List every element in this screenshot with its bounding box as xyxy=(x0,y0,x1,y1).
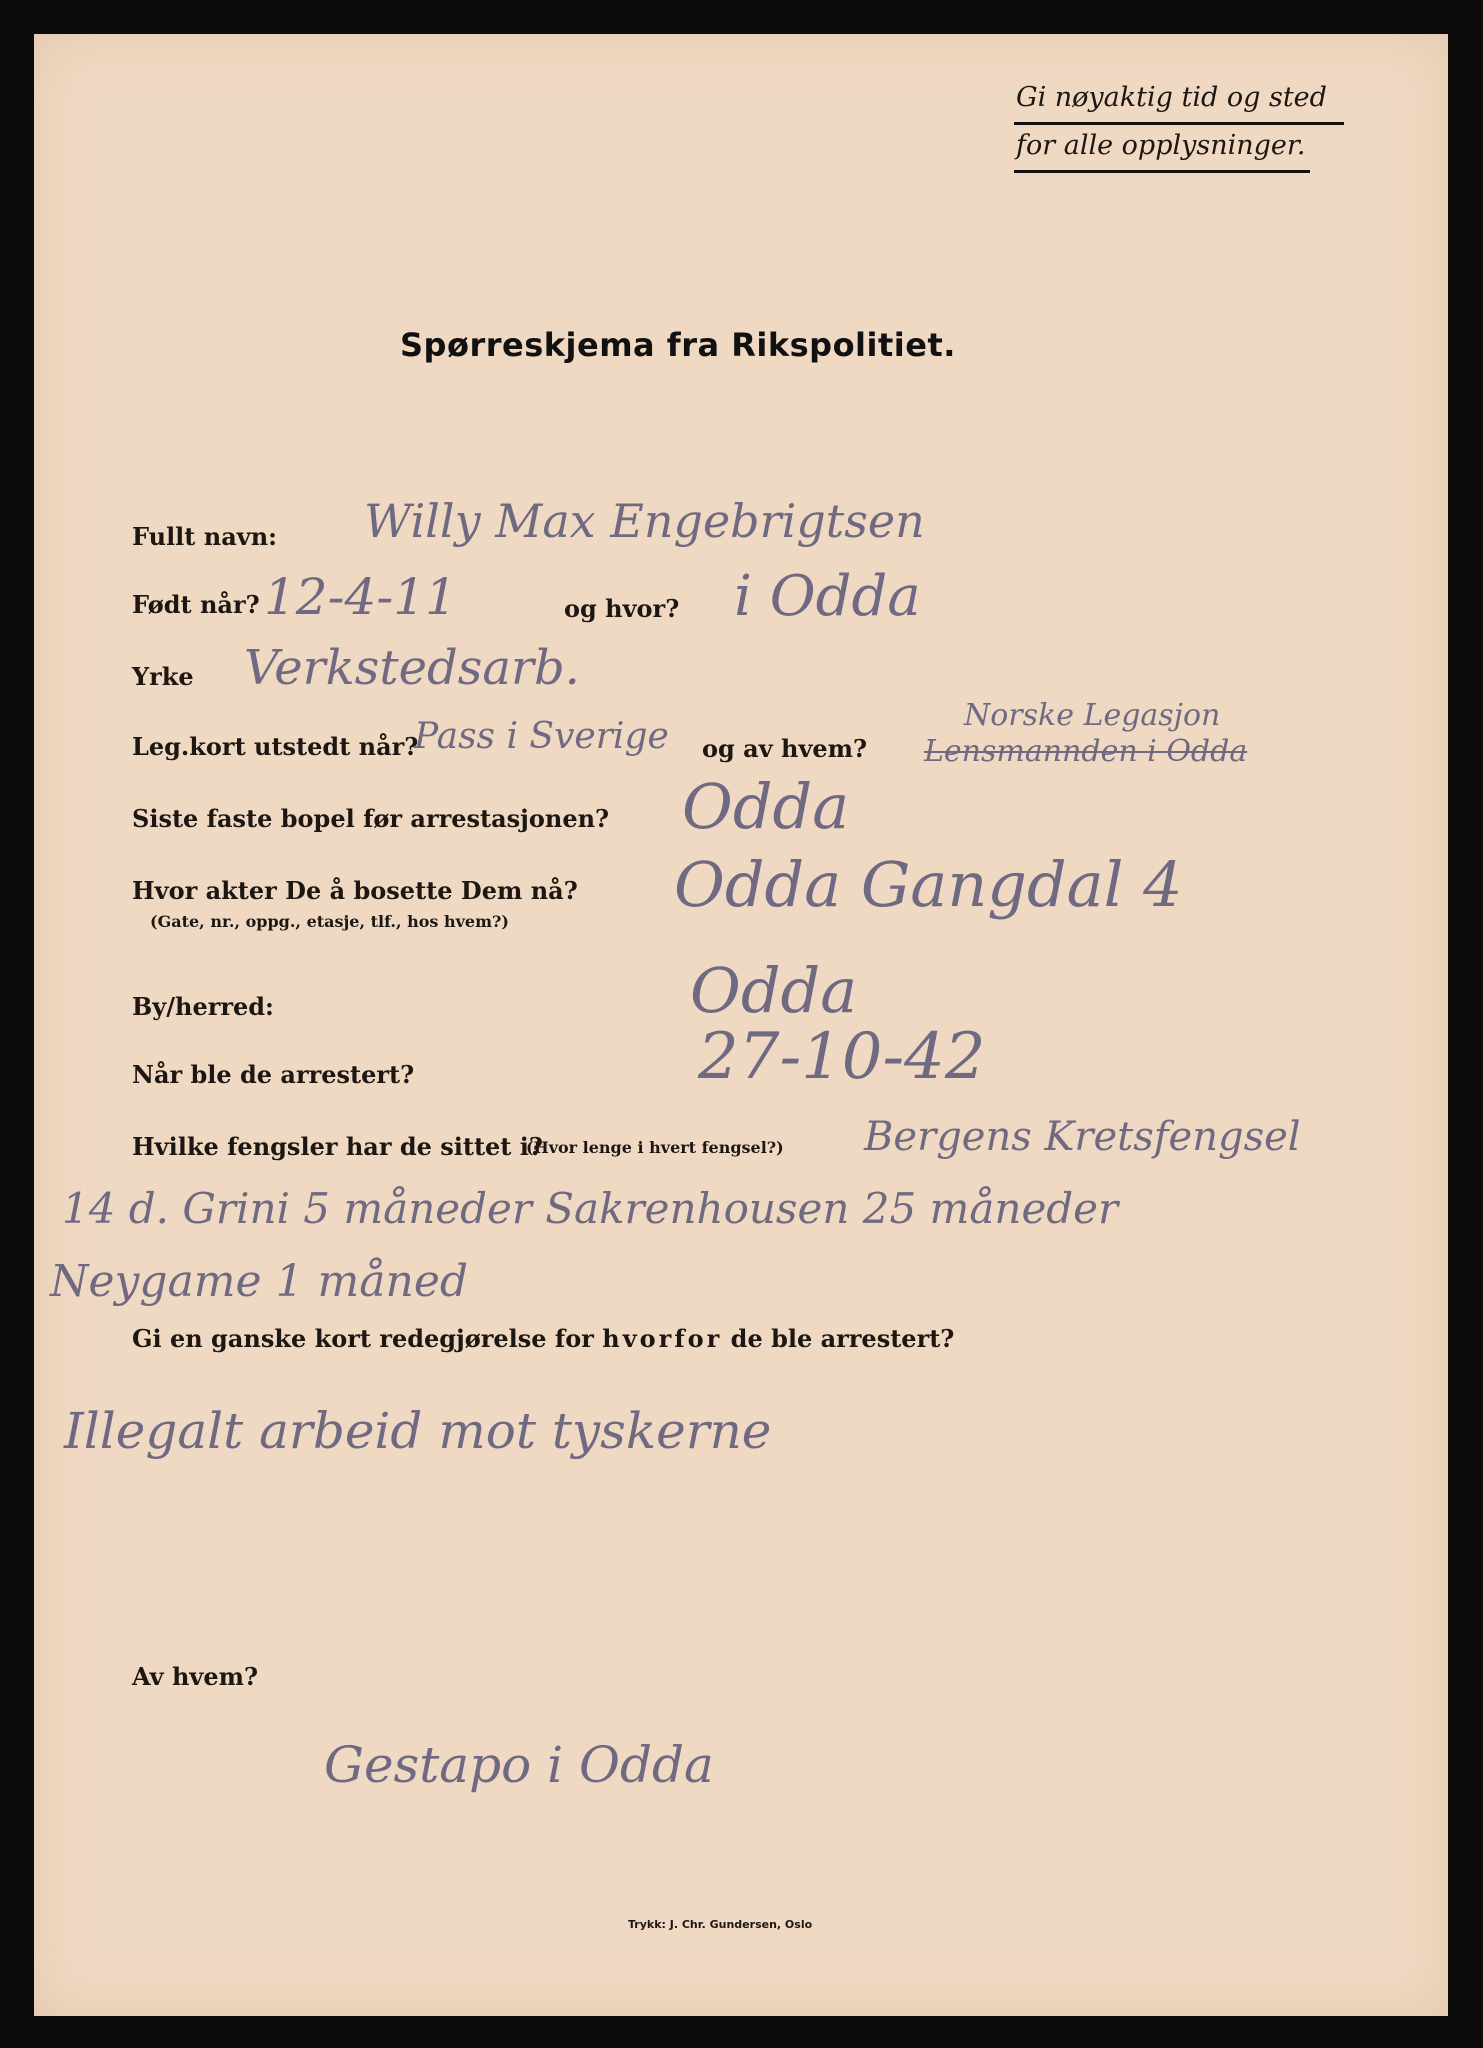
form-sheet xyxy=(34,34,1448,2016)
id-issued-when-label: Leg.kort utstedt når? xyxy=(132,732,419,761)
printer-credit: Trykk: J. Chr. Gundersen, Oslo xyxy=(628,1918,813,1931)
note-underline-2 xyxy=(1014,170,1310,173)
reason-label-post: de ble arrestert? xyxy=(730,1324,955,1353)
id-issued-by-label: og av hvem? xyxy=(702,734,868,763)
born-where-label: og hvor? xyxy=(564,594,680,623)
occupation-label: Yrke xyxy=(132,662,194,691)
id-issued-by-value: Norske Legasjon xyxy=(964,698,1221,733)
full-name-label: Fullt navn: xyxy=(132,522,277,551)
born-when-label: Født når? xyxy=(132,590,260,619)
id-issued-when-value: Pass i Sverige xyxy=(414,716,669,757)
arrested-by-value: Gestapo i Odda xyxy=(324,1736,714,1794)
instruction-note-line1: Gi nøyaktig tid og sted xyxy=(1016,82,1327,113)
note-underline-1 xyxy=(1014,122,1344,125)
born-when-value: 12-4-11 xyxy=(264,568,457,626)
arrest-date-value: 27-10-42 xyxy=(698,1020,986,1094)
id-issued-by-struck: Lensmannden i Odda xyxy=(924,734,1248,769)
last-residence-value: Odda xyxy=(682,770,850,843)
arrest-date-label: Når ble de arrestert? xyxy=(132,1060,415,1089)
intended-residence-label: Hvor akter De å bosette Dem nå? xyxy=(132,876,578,905)
born-where-value: i Odda xyxy=(734,564,921,629)
municipality-value: Odda xyxy=(690,954,858,1027)
prisons-label: Hvilke fengsler har de sittet i? xyxy=(132,1132,543,1161)
reason-value: Illegalt arbeid mot tyskerne xyxy=(64,1402,772,1460)
prisons-line3: Neygame 1 måned xyxy=(50,1256,469,1307)
occupation-value: Verkstedsarb. xyxy=(244,640,580,696)
prisons-line2: 14 d. Grini 5 måneder Sakrenhousen 25 måneder xyxy=(62,1184,1119,1233)
intended-residence-hint: (Gate, nr., oppg., etasje, tlf., hos hvem?) xyxy=(150,912,509,931)
arrested-by-label: Av hvem? xyxy=(132,1662,259,1691)
prisons-hint: (Hvor lenge i hvert fengsel?) xyxy=(526,1138,784,1157)
full-name-value: Willy Max Engebrigtsen xyxy=(364,494,925,548)
prisons-line1: Bergens Kretsfengsel xyxy=(864,1114,1301,1160)
reason-label-emph: hvorfor xyxy=(602,1324,723,1353)
last-residence-label: Siste faste bopel før arrestasjonen? xyxy=(132,804,610,833)
intended-residence-value: Odda Gangdal 4 xyxy=(674,848,1183,921)
municipality-label: By/herred: xyxy=(132,992,274,1021)
instruction-note-line2: for alle opplysninger. xyxy=(1016,130,1306,161)
reason-label-pre: Gi en ganske kort redegjørelse for xyxy=(132,1324,594,1353)
form-title: Spørreskjema fra Rikspolitiet. xyxy=(400,326,956,364)
